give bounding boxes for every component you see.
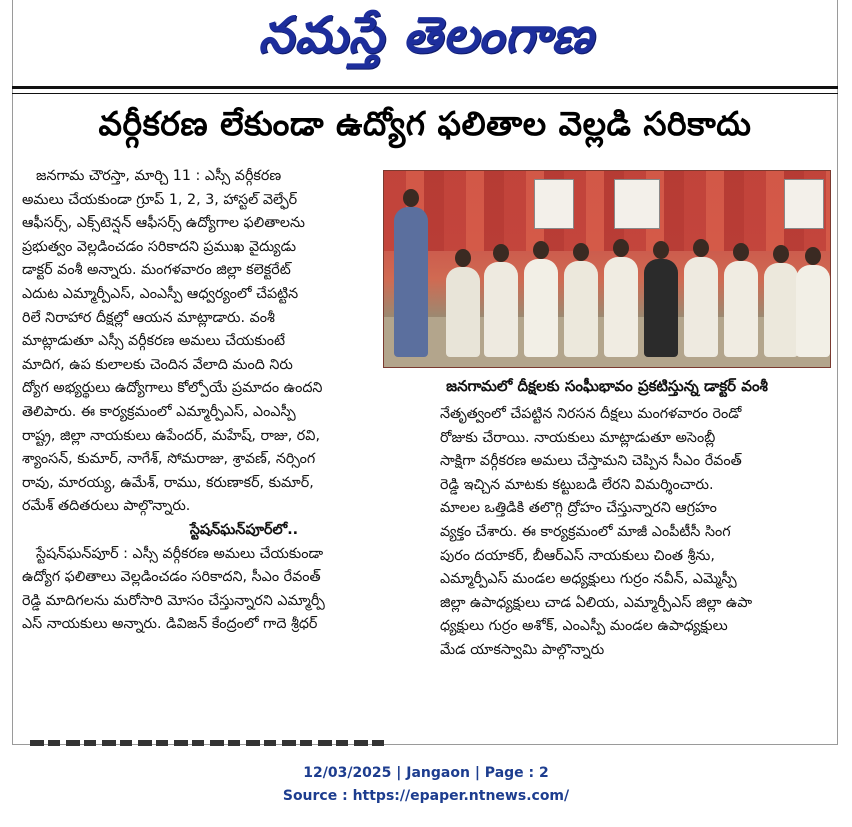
seated-person	[644, 259, 678, 357]
text-line: పురం దయాకర్, బీఆర్ఎస్ నాయకులు చింత శ్రీను,	[440, 547, 715, 564]
footer-date-edition: 12/03/2025 | Jangaon | Page : 2	[303, 765, 549, 781]
text-line: ఎమ్మార్పీఎస్ మండల అధ్యక్షులు గుర్రం నవీన్, ఎమ్మెస్పీ	[440, 571, 737, 588]
text-line: మాట్లాడుతూ ఎస్సీ వర్గీకరణ అమలు చేయకుంటే	[22, 333, 286, 350]
banner	[784, 179, 824, 229]
text-line: ఎస్ నాయకులు అన్నారు. డివిజన్ కేంద్రంలో గాదె శ్రీధర్	[22, 616, 318, 633]
text-line: రోజుకు చేరాయి. నాయకులు మాట్లాడుతూ అసెంబ్లీ	[440, 429, 716, 446]
seated-person	[564, 261, 598, 357]
seated-person	[684, 257, 718, 357]
seated-person	[796, 265, 830, 357]
text-line: ప్రభుత్వం వెల్లడించడం సరికాదని ప్రముఖ వైద్యుడు	[22, 238, 297, 255]
article-right-column	[440, 403, 832, 663]
text-line: వ్యక్తం చేశారు. ఈ కార్యక్రమంలో మాజీ ఎంపీటీసీ సింగ	[440, 523, 731, 540]
masthead-rule-top	[12, 86, 838, 89]
text-line: సాక్షిగా వర్గీకరణ అమలు చేస్తామని చెప్పిన సీఎం రేవంత్	[440, 453, 742, 470]
tent-backdrop	[384, 171, 830, 251]
seated-person	[764, 263, 798, 357]
article-headline: వర్గీకరణ లేకుండా ఉద్యోగ ఫలితాల వెల్లడి సరికాదు	[98, 104, 752, 143]
text-line: శ్యాంసన్, కుమార్, నాగేశ్, సోమరాజు, శ్రావణ్, నర్సింగ	[22, 451, 316, 468]
masthead	[0, 0, 852, 84]
text-line: ద్యోగ అభ్యర్థులు ఉద్యోగాలు కోల్పోయే ప్రమాదం ఉందని	[22, 380, 323, 397]
text-line: జిల్లా ఉపాధ్యక్షులు చాడ ఏలియ, ఎమ్మార్పీఎస్ జిల్లా ఉపా	[440, 594, 753, 611]
sub-heading: స్టేషన్‌ఘన్‌పూర్‌లో..	[189, 521, 299, 538]
banner	[614, 179, 660, 229]
text-line: మాలల ఒత్తిడికి తలొగ్గి ద్రోహం చేస్తున్నారని ఆగ్రహం	[440, 500, 717, 517]
text-line: ధ్యక్షులు గుర్రం అశోక్, ఎంఎస్పీ మండల ఉపాధ్యక్షులు	[440, 618, 728, 635]
text-line: స్టేషన్‌ఘన్‌పూర్ : ఎస్సీ వర్గీకరణ అమలు చేయకుండా	[36, 545, 324, 562]
text-line: ఎదుట ఎమ్మార్పీఎస్, ఎంఎస్పీ ఆధ్వర్యంలో చేపట్టిన	[22, 285, 299, 302]
text-line: రిలే నిరాహార దీక్షల్లో ఆయన మాట్లాడారు. వంశీ	[22, 309, 275, 326]
footer-source: Source : https://epaper.ntnews.com/	[282, 788, 570, 804]
seated-person	[446, 267, 480, 357]
text-line: ఉద్యోగ ఫలితాలు వెల్లడించడం సరికాదని, సీఎం రేవంత్	[22, 569, 321, 586]
text-line: నేతృత్వంలో చేపట్టిన నిరసన దీక్షలు మంగళవారం రెండో	[440, 406, 742, 422]
clipped-next-line	[30, 737, 390, 747]
text-line: జనగామ చౌరస్తా, మార్చి 11 : ఎస్సీ వర్గీకరణ	[36, 168, 282, 184]
text-line: రెడ్డి మాదిగలను మరోసారి మోసం చేస్తున్నారని ఎమ్మార్పీ	[22, 592, 325, 609]
article-photo	[383, 170, 831, 368]
standing-person	[394, 207, 428, 357]
text-line: తెలిపారు. ఈ కార్యక్రమంలో ఎమ్మార్పీఎస్, ఎంఎస్పీ	[22, 403, 296, 420]
text-line: రమేశ్ తదితరులు పాల్గొన్నారు.	[22, 498, 191, 515]
seated-person	[604, 257, 638, 357]
text-line: రెడ్డి ఇచ్చిన మాటకు కట్టుబడి లేరని విమర్శించారు.	[440, 476, 714, 493]
seated-person	[484, 262, 518, 357]
text-line: రాష్ట్ర, జిల్లా నాయకులు ఉపేందర్, మహేష్, రాజు, రవి,	[22, 427, 320, 444]
text-line: మాదిగ, ఉప కులాలకు చెందిన వేలాది మంది నిరు	[22, 356, 293, 373]
masthead-logo: నమస్తే తెలంగాణ	[258, 6, 594, 64]
article-left-column	[22, 165, 426, 637]
text-line: డాక్టర్ వంశీ అన్నారు. మంగళవారం జిల్లా కలెక్టరేట్	[22, 262, 291, 279]
text-line: రావు, మారయ్య, ఉమేశ్, రాము, కరుణాకర్, కుమార్,	[22, 474, 314, 491]
photo-caption: జనగామలో దీక్షలకు సంఘీభావం ప్రకటిస్తున్న డాక్టర్ వంశీ	[446, 377, 768, 395]
text-line: మేడ యాకస్వామి పాల్గొన్నారు	[440, 641, 605, 658]
masthead-rule-bottom	[12, 93, 838, 94]
seated-person	[524, 259, 558, 357]
text-line: ఆఫీసర్స్, ఎక్స్‌టెన్షన్ ఆఫీసర్స్ ఉద్యోగాల ఫలితాలను	[22, 215, 305, 232]
text-line: అమలు చేయకుండా గ్రూప్ 1, 2, 3, హాస్టల్ వెల్ఫేర్	[22, 191, 298, 208]
banner	[534, 179, 574, 229]
seated-person	[724, 261, 758, 357]
